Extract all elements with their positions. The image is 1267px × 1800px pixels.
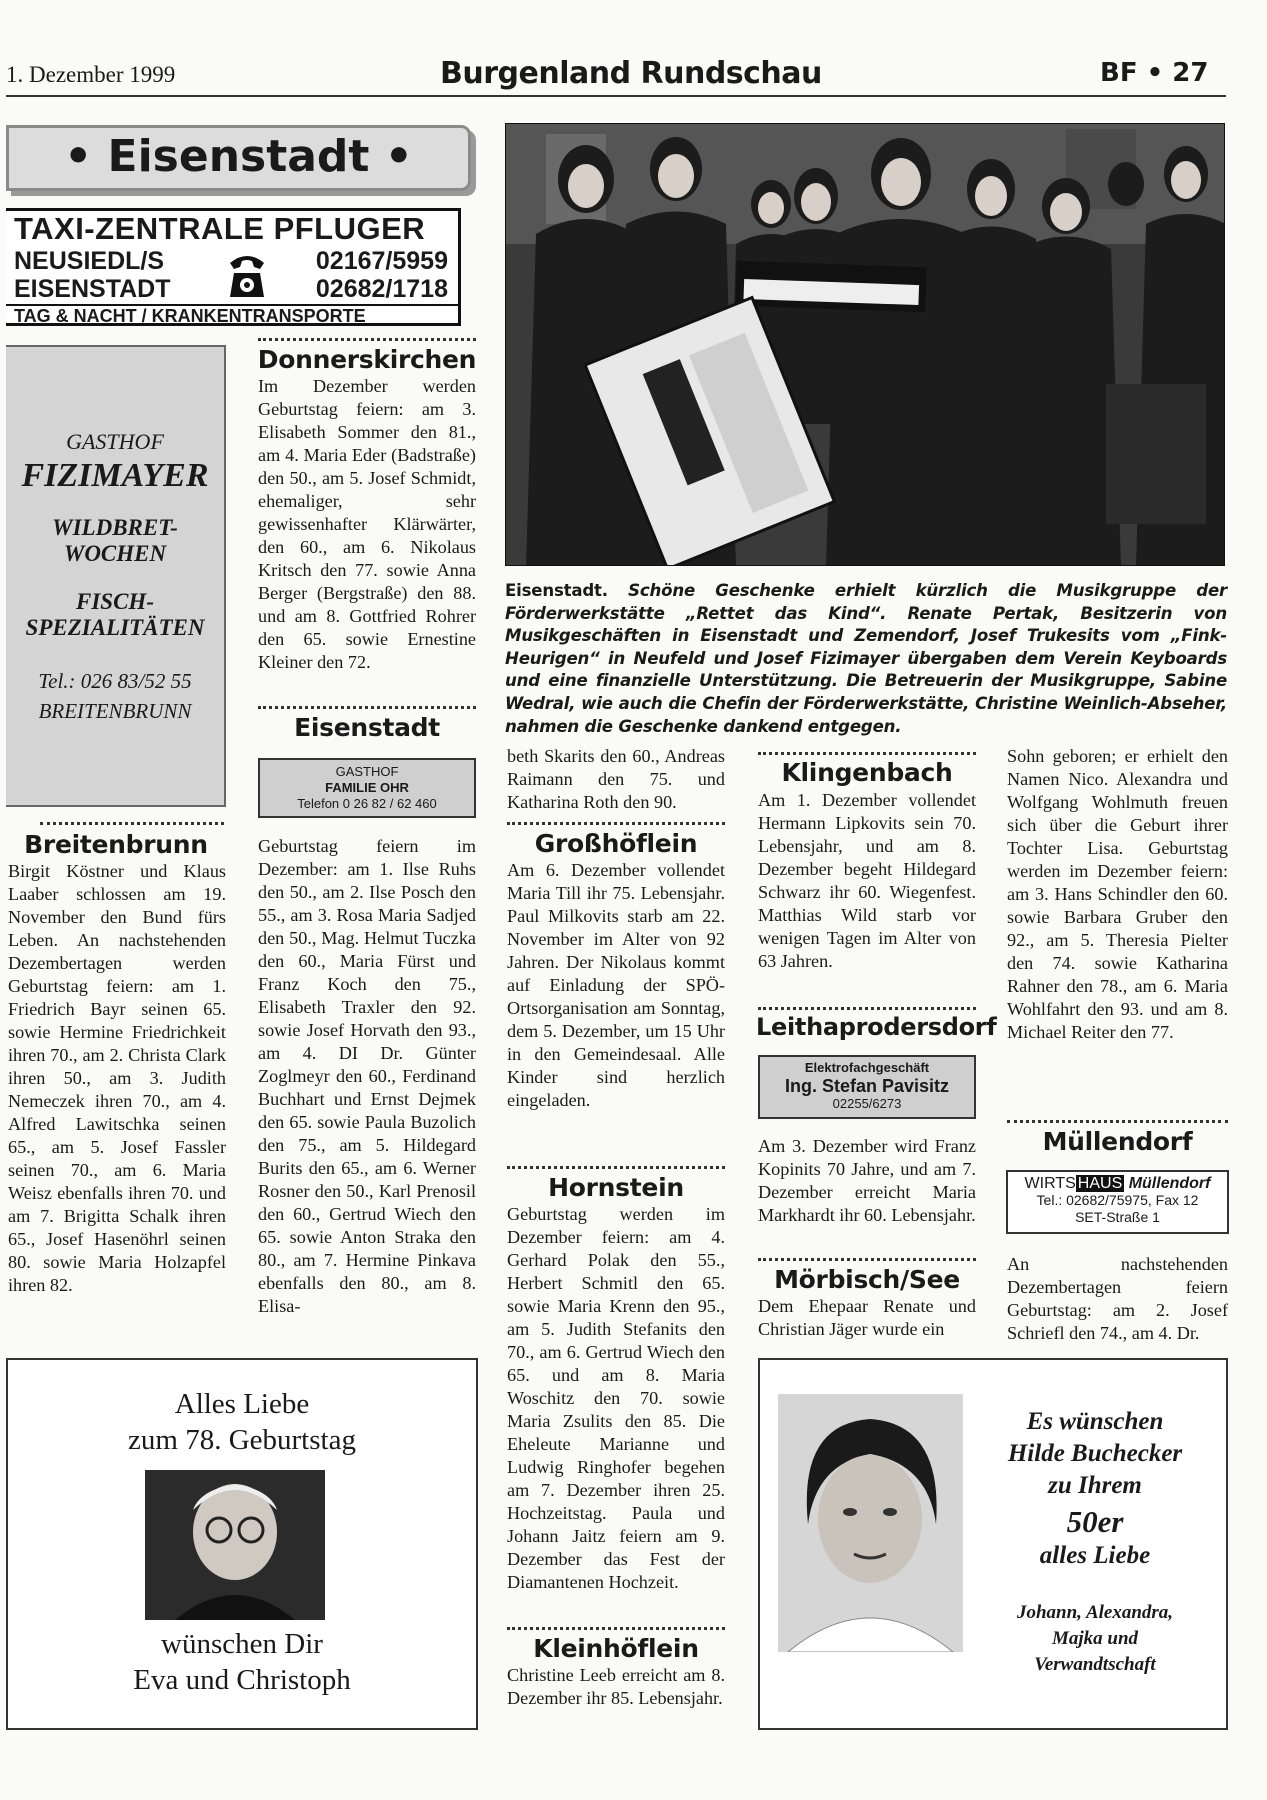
separator xyxy=(507,822,725,825)
fizi-wochen: WOCHEN xyxy=(63,541,167,566)
greeting2-line5: alles Liebe xyxy=(1039,1542,1151,1569)
greeting2-line4: 50er xyxy=(1066,1504,1124,1539)
taxi-place-1: NEUSIEDL/S xyxy=(14,247,165,275)
taxi-place-2: EISENSTADT xyxy=(14,275,171,303)
fizimayer-advertisement xyxy=(6,345,226,807)
leithaprodersdorf-text: Am 3. Dezember wird Franz Kopinits 70 Jahre, und am 7. Dezember erreicht Maria Markhardt ihr 60. Lebensjahr. xyxy=(758,1136,976,1225)
portrait-illustration-1 xyxy=(145,1470,325,1620)
newspaper-title: Burgenland Rundschau xyxy=(440,56,822,91)
separator xyxy=(758,1007,976,1010)
separator xyxy=(1007,1120,1228,1123)
leithaprodersdorf-heading: Leithaprodersdorf xyxy=(756,1013,997,1041)
donnerskirchen-heading: Donnerskirchen xyxy=(257,345,477,374)
klingenbach-text: Am 1. Dezember vollendet Hermann Lipkovits sein 70. Lebensjahr, und am 8. Dezember begeht Hildegard Schwarz ihr 60. Wiegenfest. Matthias Wild starb vor wenigen Tagen im Alter von 63 Jahren. xyxy=(758,790,976,971)
issue-date: 1. Dezember 1999 xyxy=(6,62,176,87)
wirtshaus-address: SET-Straße 1 xyxy=(1075,1209,1160,1225)
separator xyxy=(507,1627,725,1630)
pav-type: Elektrofachgeschäft xyxy=(804,1060,930,1075)
greeting1-line4: Eva und Christoph xyxy=(133,1664,351,1696)
grosshoeflein-heading: Großhöflein xyxy=(534,829,698,858)
grosshoeflein-text: Am 6. Dezember vollendet Maria Till ihr 75. Lebensjahr. Paul Milkovits starb am 22. November im Alter von 92 Jahren. Der Nikolaus kommt auf Einladung der SPÖ-Ortsorganisation am Sonntag, dem 5. Dezember, um 15 Uhr in den Gemeindesaal. Alle Kinder sind herzlich eingeladen. xyxy=(507,860,725,1110)
pavisitz-advertisement xyxy=(758,1055,976,1119)
eisenstadt-text: Geburtstag feiern im Dezember: am 1. Ilse Ruhs den 50., am 2. Ilse Posch den 55., am 3. Rosa Maria Sadjed den 50., Mag. Helmut Tuczka den 60., Maria Fürst und Franz Koch den 75., Elisabeth Traxler den 92. sowie Josef Horvath den 93., am 4. DI Dr. Günter Zoglmeyr den 60., Ferdinand Buchhart und Ernst Dejmek den 65. sowie Paula Buzolich den 75., am 5. Hildegard Burits den 65., am 6. Werner Rosner den 50., Karl Prenosil den 60., Gertrud Wiech den 65. sowie Anton Straka den 80., am 7. Hermine Pinkava ebenfalls den 80., am 8. Elisa- xyxy=(258,836,476,1316)
eisenstadt-text-continued: beth Skarits den 60., Andreas Raimann den 75. und Katharina Roth den 90. xyxy=(507,746,725,812)
birthday-greeting-78 xyxy=(6,1358,478,1730)
muellendorf-ad-name: Müllendorf xyxy=(1128,1175,1211,1192)
separator xyxy=(758,752,976,755)
separator xyxy=(758,1258,976,1261)
fizi-fisch: FISCH- xyxy=(76,589,154,614)
pav-name: Ing. Stefan Pavisitz xyxy=(784,1076,950,1096)
breitenbrunn-heading: Breitenbrunn xyxy=(24,830,208,859)
separator xyxy=(507,1166,725,1169)
donnerskirchen-text: Im Dezember werden Geburtstag feiern: am 3. Elisabeth Sommer den 81., am 4. Maria Eder (Badstraße) den 50., am 5. Josef Schmidt, ehemaliger, sehr gewissenhafter Klärwärter, den 60., am 6. Nikolaus Kritsch den 77. sowie Anna Berger (Bergstraße) den 88. und am 8. Gottfried Rohrer den 65. sowie Ernestine Kleiner den 72. xyxy=(258,376,476,672)
hornstein-heading: Hornstein xyxy=(548,1173,684,1202)
muellendorf-heading: Müllendorf xyxy=(1042,1127,1193,1156)
gasthof-ohr-advertisement xyxy=(258,758,476,818)
fizi-wildbret: WILDBRET- xyxy=(52,515,178,540)
hornstein-text: Geburtstag werden im Dezember feiern: am 4. Gerhard Polak den 55., Herbert Schmitl den 65. sowie Maria Krenn den 95., am 5. Judith Stefanits den 70., am 6. Gertrud Wiech den 65. und am 8. Maria Woschitz den 70. sowie Maria Zsulits den 85. Die Eheleute Marianne und Ludwig Ringhofer begehen am 7. Dezember ihren 25. Hochzeitstag. Paula und Johann Jaitz feiern am 9. Dezember das Fest der Diamantenen Hochzeit. xyxy=(507,1204,725,1592)
moerbisch-text-continued: Sohn geboren; er erhielt den Namen Nico. Alexandra und Wolfgang Wohlmuth freuen sich über die Geburt ihrer Tochter Lisa. Geburtstag werden im Dezember feiern: am 3. Hans Schindler den 60. sowie Barbara Gruber den 92., am 5. Theresia Pielter den 74. sowie Katharina Rahner den 78., am 6. Maria Wohlfahrt den 93. und am 8. Michael Reiter den 77. xyxy=(1007,746,1228,1042)
fizi-name: FIZIMAYER xyxy=(21,457,209,494)
fizi-spezialitaeten: SPEZIALITÄTEN xyxy=(25,615,205,640)
header-rule xyxy=(6,95,1226,97)
pav-phone: 02255/6273 xyxy=(832,1096,902,1111)
section-banner: • Eisenstadt • xyxy=(6,125,471,191)
page-number: BF • 27 xyxy=(1100,58,1209,88)
greeting2-line7: Majka und xyxy=(1051,1628,1139,1649)
wirts-label: WIRTS xyxy=(1024,1175,1076,1192)
breitenbrunn-text: Birgit Köstner und Klaus Laaber schlossen am 19. November den Bund fürs Leben. An nachstehenden Dezembertagen werden Geburtstag feiern: am 1. Friedrich Bayr seinen 65. sowie Hermine Friedrichkeit ihren 70., am 2. Christa Clark ihren 50., am 3. Judith Nemeczek ihren 70., am 4. Alfred Lawitschka seinen 65., am 5. Josef Fassler seinen 70., am 6. Maria Weisz ebenfalls ihren 70. und am 7. Brigitta Schalk ihren 65., Josef Hasenöhrl seinen 80. sowie Maria Holzapfel ihren 82. xyxy=(8,861,226,1295)
separator xyxy=(40,822,224,825)
wirtshaus-phone: Tel.: 02682/75975, Fax 12 xyxy=(1036,1192,1199,1208)
wirtshaus-muellendorf-advertisement xyxy=(1006,1170,1229,1234)
ohr-gasthof: GASTHOF xyxy=(335,764,399,779)
portrait-photo-2 xyxy=(778,1394,963,1652)
fizi-phone: Tel.: 026 83/52 55 xyxy=(38,669,192,693)
greeting1-line2: zum 78. Geburtstag xyxy=(128,1424,356,1456)
taxi-phone-1: 02167/5959 xyxy=(315,247,448,275)
separator xyxy=(258,338,476,341)
portrait-illustration-2 xyxy=(778,1394,963,1652)
taxi-service-line: TAG & NACHT / KRANKENTRANSPORTE xyxy=(6,304,458,326)
fizi-place: BREITENBRUNN xyxy=(38,699,192,723)
moerbisch-heading: Mörbisch/See xyxy=(774,1265,960,1294)
telephone-icon xyxy=(228,251,266,301)
greeting2-line2: Hilde Buchecker xyxy=(1007,1440,1183,1467)
fizi-gasthof: GASTHOF xyxy=(66,429,164,454)
birthday-greeting-50 xyxy=(758,1358,1228,1730)
ohr-phone: Telefon 0 26 82 / 62 460 xyxy=(297,796,437,811)
taxi-name: TAXI-ZENTRALE PFLUGER xyxy=(14,211,426,246)
klingenbach-heading: Klingenbach xyxy=(781,758,953,787)
greeting2-line6: Johann, Alexandra, xyxy=(1016,1602,1174,1623)
greeting2-line8: Verwandtschaft xyxy=(1034,1654,1156,1675)
keyboard-donation-photo xyxy=(505,123,1225,566)
greeting2-line1: Es wünschen xyxy=(1026,1408,1164,1435)
wirtshaus-name-line xyxy=(1008,1175,1227,1192)
caption-lead: Eisenstadt. xyxy=(505,581,608,600)
greeting1-line1: Alles Liebe xyxy=(174,1388,310,1420)
ohr-name: FAMILIE OHR xyxy=(325,780,409,795)
eisenstadt-heading: Eisenstadt xyxy=(294,713,440,742)
portrait-photo-1 xyxy=(145,1470,325,1620)
taxi-advertisement xyxy=(6,208,461,326)
caption-text: Schöne Geschenke erhielt kürzlich die Musikgruppe der Förderwerkstätte „Rettet das Kind“. Renate Pertak, Besitzerin von Musikgeschäften in Eisenstadt und Zemendorf, Josef Trukesits vom „Fink-Heurigen“ in Neufeld und Josef Fizimayer übergaben dem Verein Keyboards und eine finanzielle Unterstützung. Die Betreuerin der Musikgruppe, Sabine Wedral, wie auch die Chefin der Förderwerkstätte, Christine Weinlich-Abseher, nahmen die Geschenke dankend entgegen. xyxy=(505,581,1228,736)
haus-label: HAUS xyxy=(1077,1175,1123,1192)
taxi-phone-2: 02682/1718 xyxy=(315,275,448,303)
greeting2-line3: zu Ihrem xyxy=(1048,1472,1142,1499)
photo-illustration xyxy=(506,124,1225,566)
separator xyxy=(258,706,476,709)
photo-caption xyxy=(505,580,1227,738)
muellendorf-text: An nachstehenden Dezembertagen feiern Geburtstag: am 2. Josef Schriefl den 74., am 4. Dr. xyxy=(1007,1254,1228,1343)
moerbisch-text: Dem Ehepaar Renate und Christian Jäger wurde ein xyxy=(758,1296,976,1339)
kleinhoeflein-heading: Kleinhöflein xyxy=(533,1634,699,1663)
greeting1-line3: wünschen Dir xyxy=(161,1628,323,1660)
kleinhoeflein-text: Christine Leeb erreicht am 8. Dezember ihr 85. Lebensjahr. xyxy=(507,1665,725,1708)
